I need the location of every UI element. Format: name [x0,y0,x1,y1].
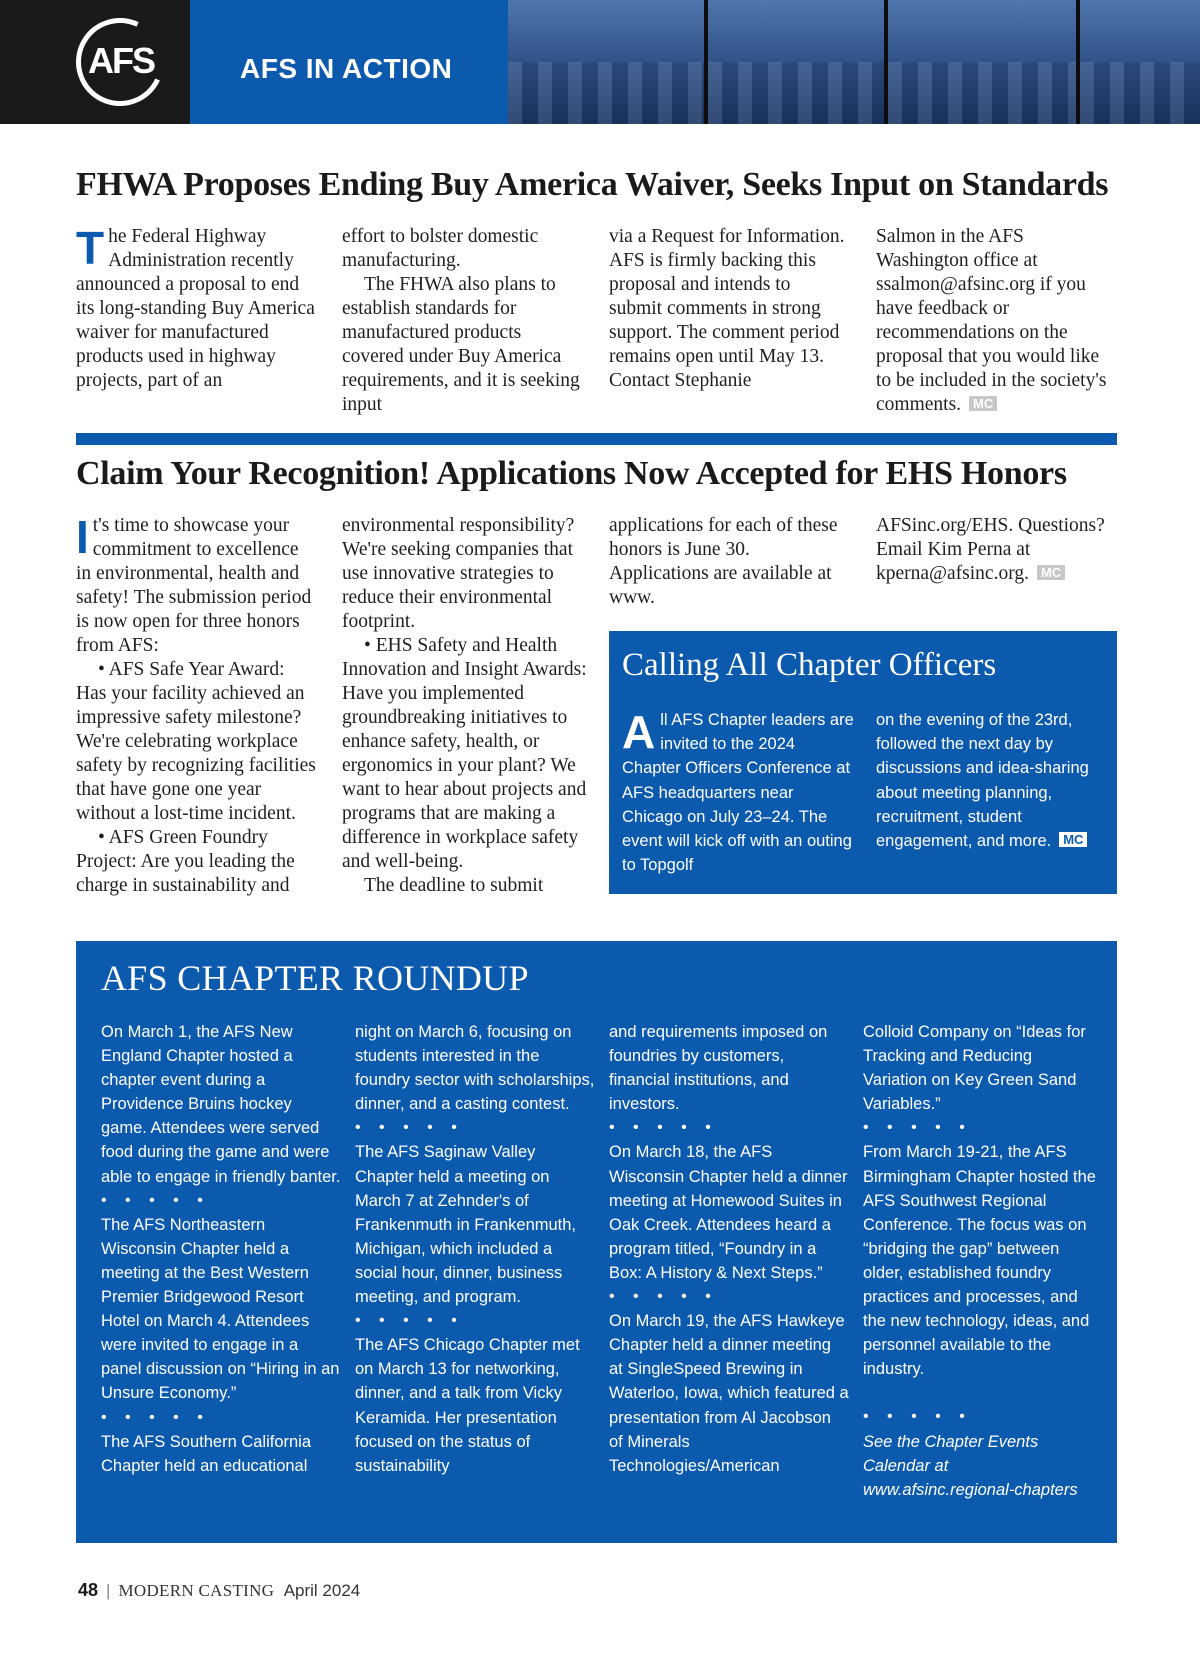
roundup-separator: • • • • • [355,1312,464,1330]
magazine-name: MODERN CASTING [118,1581,275,1600]
issue-date: April 2024 [283,1581,361,1600]
section-header [0,0,1200,124]
roundup-col3 [609,1020,849,1478]
article1-col3 [609,225,845,393]
officers-col2 [876,708,1110,853]
roundup-footer-note: See the Chapter Events Calendar at www.afsinc.regional-chapters [863,1432,1078,1499]
article2-col1-p1: t's time to showcase your commitment to excellence in environmental, health and safety! The submission period is now open for three honors from AFS: [76,515,312,656]
article2-col1 [76,511,316,898]
roundup-separator: • • • • • [355,1119,464,1137]
article1-drop-cap: T [76,222,105,274]
mc-badge: MC [969,396,997,411]
roundup-item: From March 19-21, the AFS Birmingham Chapter hosted the AFS Southwest Regional Conference. The focus was on “bridging the gap” between older, established foundry practices and processes, and the new technology, ideas, and personnel available to the industry. [863,1143,1096,1379]
roundup-separator: • • • • • [863,1408,972,1426]
header-photo-2 [708,0,884,124]
mc-badge: MC [1059,832,1087,847]
roundup-separator: • • • • • [609,1119,718,1137]
article1-col3-text: via a Request for Information. AFS is firmly backing this proposal and intends to submit comments in strong support. The comment period remains open until May 13. Contact Stephanie [609,226,845,391]
article1-headline: FHWA Proposes Ending Buy America Waiver, Seeks Input on Standards [76,166,1109,203]
chapter-officers-box [609,631,1117,894]
article2-headline: Claim Your Recognition! Applications Now Accepted for EHS Honors [76,455,1067,492]
article1-col1 [76,222,316,393]
page-number: 48 [78,1580,99,1600]
roundup-item: The AFS Saginaw Valley Chapter held a meeting on March 7 at Zehnder's of Frankenmuth in Frankenmuth, Michigan, which included a social hour, dinner, business meeting, and program. [355,1143,577,1307]
article1-col4-text: Salmon in the AFS Washington office at ssalmon@afsinc.org if you have feedback or recommendations on the proposal that you would like to be included in the society's comments. [876,226,1107,415]
section-label: AFS IN ACTION [240,53,453,84]
article2-col3-text: applications for each of these honors is June 30. Applications are available at www. [609,515,838,608]
roundup-separator: • • • • • [101,1191,210,1209]
roundup-separator: • • • • • [609,1288,718,1306]
article2-col2-p2: • EHS Safety and Health Innovation and Insight Awards: Have you implemented groundbreaking initiatives to enhance safety, health, or ergonomics in your plant? We want to hear about projects and programs that are making a difference in workplace safety and well-being. [342,635,587,872]
roundup-col1 [101,1020,341,1478]
roundup-separator: • • • • • [101,1408,210,1426]
footer-separator: | [106,1581,111,1600]
section-label-tab [190,0,508,124]
article1-col1-text: he Federal Highway Administration recently announced a proposal to end its long-standing Buy America waiver for manufactured products used in highway projects, part of an [76,226,315,391]
roundup-separator: • • • • • [863,1119,972,1137]
afs-logo [0,0,190,124]
article2-col1-p3: • AFS Green Foundry Project: Are you leading the charge in sustainability and [76,827,295,896]
header-photo-3 [888,0,1076,124]
officers-col1-text: ll AFS Chapter leaders are invited to the 2024 Chapter Officers Conference at AFS headquarters near Chicago on July 23–24. The event will kick off with an outing to Topgolf [622,711,854,875]
roundup-title: AFS CHAPTER ROUNDUP [101,958,529,998]
roundup-item: and requirements imposed on foundries by customers, financial institutions, and investors. [609,1023,828,1114]
roundup-item: On March 1, the AFS New England Chapter hosted a chapter event during a Providence Bruins hockey game. Attendees were served food during the game and were able to engage in friendly banter. [101,1023,341,1186]
header-photo-4 [1080,0,1200,124]
mc-badge: MC [1037,565,1065,580]
roundup-item: The AFS Northeastern Wisconsin Chapter held a meeting at the Best Western Premier Bridgewood Resort Hotel on March 4. Attendees were invited to engage in a panel discussion on “Hiring in an Unsure Economy.” [101,1215,340,1403]
officers-col1 [622,708,858,877]
article1-col2-p1: effort to bolster domestic manufacturing. [342,226,539,271]
roundup-item: On March 19, the AFS Hawkeye Chapter held a dinner meeting at SingleSpeed Brewing in Waterloo, Iowa, which featured a presentation from Al Jacobson of Minerals Technologies/American [609,1312,849,1475]
officers-col2-text: on the evening of the 23rd, followed the next day by discussions and idea-sharing about meeting planning, recruitment, student engagement, and more. [876,711,1089,851]
logo-text: AFS [88,40,154,81]
roundup-col2 [355,1020,595,1478]
article1-col2-p2: The FHWA also plans to establish standards for manufactured products covered under Buy America requirements, and it is seeking input [342,274,580,415]
roundup-item: On March 18, the AFS Wisconsin Chapter held a dinner meeting at Homewood Suites in Oak Creek. Attendees heard a program titled, “Foundry in a Box: A History & Next Steps.” [609,1143,848,1282]
article1-col2 [342,225,586,417]
article2-col2-p1: environmental responsibility? We're seeking companies that use innovative strategies to reduce their environmental footprint. [342,515,575,632]
roundup-item: The AFS Southern California Chapter held an educational [101,1432,312,1475]
roundup-item: night on March 6, focusing on students interested in the foundry sector with scholarships, dinner, and a casting contest. [355,1023,595,1114]
chapter-roundup-box [76,941,1117,1543]
article2-col1-p2: • AFS Safe Year Award: Has your facility achieved an impressive safety milestone? We're celebrating workplace safety by recognizing facilities that have gone one year without a lost-time incident. [76,659,316,824]
article2-col2 [342,514,588,898]
header-photo-1 [508,0,704,124]
roundup-item: The AFS Chicago Chapter met on March 13 for networking, dinner, and a talk from Vicky Keramida. Her presentation focused on the status of sustainability [355,1336,580,1475]
officers-title: Calling All Chapter Officers [622,647,997,683]
section-divider [76,433,1117,445]
roundup-item: Colloid Company on “Ideas for Tracking and Reducing Variation on Key Green Sand Variables.” [863,1023,1086,1114]
officers-drop-cap: A [622,706,656,758]
article2-col4 [876,514,1116,586]
article2-drop-cap: I [76,511,89,563]
article2-col2-p3: The deadline to submit [364,875,544,896]
page-footer [78,1580,360,1601]
roundup-col4 [863,1020,1097,1502]
article2-col4-text: AFSinc.org/EHS. Questions? Email Kim Perna at kperna@afsinc.org. [876,515,1105,584]
article2-col3 [609,514,853,610]
article1-col4 [876,225,1116,417]
